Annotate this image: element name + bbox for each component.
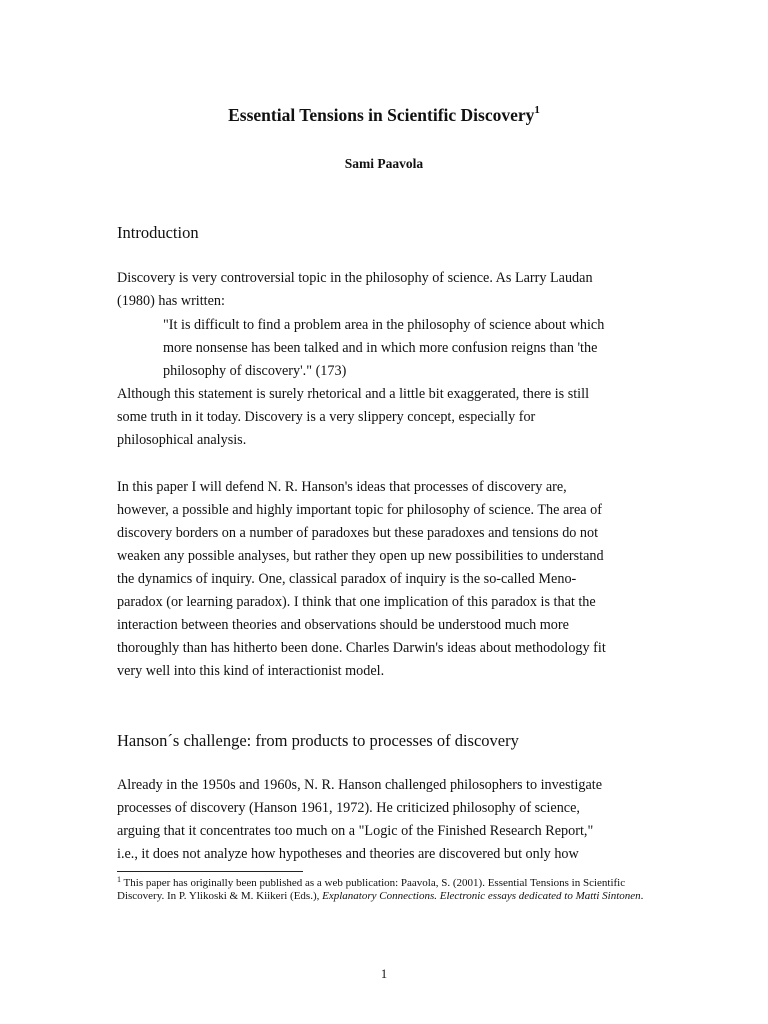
text-line: thoroughly than has hitherto been done. Charles Darwin's ideas about methodology fit [117,640,606,656]
page-number: 1 [380,967,388,981]
text-line: discovery borders on a number of paradoxes but these paradoxes and tensions do not [117,525,599,541]
intro-paragraph [117,267,593,313]
quote-line: more nonsense has been talked and in which more confusion reigns than 'the [163,340,598,356]
text-line: philosophical analysis. [117,432,247,448]
text-line: weaken any possible analyses, but rather they open up new possibilities to understand [117,548,604,564]
text-line: arguing that it concentrates too much on a "Logic of the Finished Research Report," [117,823,594,839]
after-quote-paragraph [117,383,589,452]
text-line: the dynamics of inquiry. One, classical paradox of inquiry is the so-called Meno- [117,571,577,587]
text-line: Although this statement is surely rhetorical and a little bit exaggerated, there is still [117,386,590,402]
footnote [117,877,657,903]
text-line: some truth in it today. Discovery is a very slippery concept, especially for [117,409,536,425]
footnote-italic-title: Explanatory Connections. Electronic essays dedicated to Matti Sintonen [322,890,641,902]
title-footnote-marker[interactable]: 1 [534,104,540,116]
text-line: interaction between theories and observations should be understood much more [117,617,569,633]
text-line: (1980) has written: [117,293,225,309]
text-line: very well into this kind of interactionist model. [117,663,385,679]
hansons-challenge-paragraph [117,774,602,866]
quote-line: "It is difficult to find a problem area in the philosophy of science about which [163,317,605,333]
footnote-text: This paper has originally been published as a web publication: Paavola, S. (2001). Essential Tensions in Scientific Discovery. In P. Ylikoski & M. Kiikeri (Eds.), [117,877,626,902]
footnote-divider [117,871,303,872]
text-line: In this paper I will defend N. R. Hanson's ideas that processes of discovery are, [117,479,567,495]
author-name: Sami Paavola [344,156,424,171]
paper-title [0,101,768,129]
block-quote [163,314,604,383]
footnote-marker: 1 [117,875,121,884]
paper-title-text: Essential Tensions in Scientific Discovery [228,105,535,125]
text-line: Discovery is very controversial topic in the philosophy of science. As Larry Laudan [117,270,593,286]
hanson-defense-paragraph [117,476,606,683]
section-heading-hansons-challenge: Hanson´s challenge: from products to processes of discovery [117,731,519,750]
text-line: i.e., it does not analyze how hypotheses and theories are discovered but only how [117,846,579,862]
quote-line: philosophy of discovery'." (173) [163,363,347,379]
text-line: however, a possible and highly important topic for philosophy of science. The area of [117,502,602,518]
text-line: paradox (or learning paradox). I think that one implication of this paradox is that the [117,594,596,610]
text-line: Already in the 1950s and 1960s, N. R. Hanson challenged philosophers to investigate [117,777,603,793]
text-line: processes of discovery (Hanson 1961, 1972). He criticized philosophy of science, [117,800,580,816]
footnote-end: . [640,890,644,902]
section-heading-introduction: Introduction [117,223,199,242]
